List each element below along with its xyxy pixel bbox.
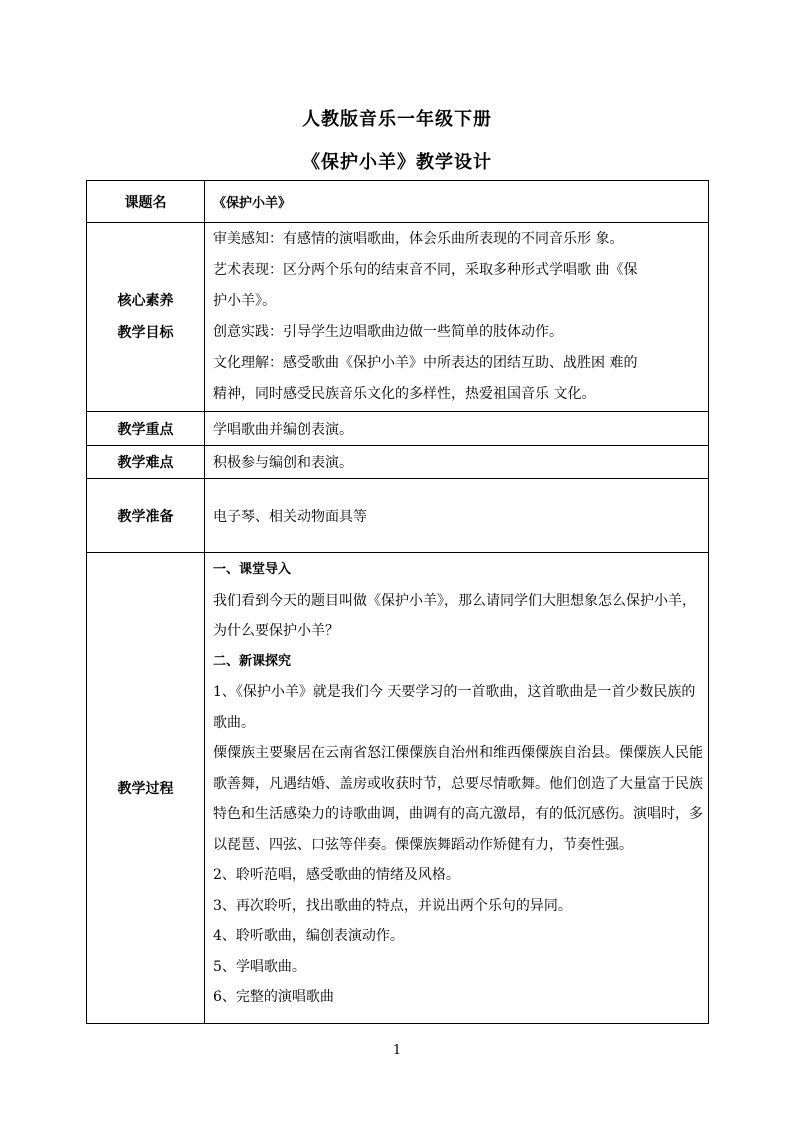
topic-label: 课题名: [87, 181, 205, 223]
objective-line: 审美感知：有感情的演唱歌曲，体会乐曲所表现的不同音乐形 象。: [213, 231, 624, 247]
process-line: 2、聆听范唱，感受歌曲的情绪及风格。: [213, 867, 460, 883]
process-line: 歌曲。: [213, 714, 255, 731]
process-line: 歌善舞，凡遇结婚、盖房或收获时节，总要尽情歌舞。他们创造了大量富于民族: [213, 775, 703, 792]
objective-line: 护小羊》。: [213, 293, 276, 309]
table-row-process: [87, 553, 709, 1024]
document-title: 人教版音乐一年级下册: [302, 109, 492, 130]
table-row-key-points: [87, 412, 709, 446]
process-line: 以琵琶、四弦、口弦等伴奏。傈僳族舞蹈动作矫健有力，节奏性强。: [213, 836, 633, 853]
objectives-label: [87, 223, 205, 412]
objective-line: 精神，同时感受民族音乐文化的多样性，热爱祖国音乐 文化。: [213, 386, 596, 402]
process-line: 二、新课探究: [213, 653, 292, 669]
process-line: 我们看到今天的题目叫做《保护小羊》，那么请同学们大胆想象怎么保护小羊，: [213, 592, 696, 609]
objective-line: 文化理解：感受歌曲《保护小羊》中所表达的团结互助、战胜困 难的: [213, 355, 638, 371]
process-content: [205, 553, 709, 1024]
objective-line: 创意实践：引导学生边唱歌曲边做一些简单的肢体动作。: [213, 324, 563, 340]
process-line: 3、再次聆听，找出歌曲的特点，并说出两个乐句的异同。: [213, 897, 572, 914]
process-line: 特色和生活感染力的诗歌曲调，曲调有的高亢激昂，有的低沉感伤。演唱时，多: [213, 806, 703, 822]
page-number: 1: [392, 1043, 402, 1058]
objectives-label-line-2: 教学目标: [117, 325, 174, 341]
key-points-label: 教学重点: [87, 412, 205, 446]
process-label: 教学过程: [87, 553, 205, 1024]
difficulties-label: 教学难点: [87, 446, 205, 479]
table-row-difficulties: [87, 446, 709, 479]
process-line: 傈僳族主要聚居在云南省怒江傈僳族自治州和维西傈僳族自治县。傈僳族人民能: [213, 745, 703, 761]
preparation-label: 教学准备: [87, 479, 205, 553]
objectives-label-line-1: 核心素养: [117, 293, 174, 309]
process-line: 为什么要保护小羊？: [213, 623, 339, 639]
table-row-preparation: [87, 479, 709, 553]
objective-line: 艺术表现：区分两个乐句的结束音不同，采取多种形式学唱歌 曲《保: [213, 262, 638, 278]
process-line: 1、《保护小羊》就是我们今 天要学习的一首歌曲，这首歌曲是一首少数民族的: [213, 684, 696, 700]
process-line: 5、学唱歌曲。: [213, 958, 306, 975]
process-line: 一、课堂导入: [213, 562, 292, 577]
difficulties-value: 积极参与编创和表演。: [205, 446, 709, 479]
preparation-value: 电子琴、相关动物面具等: [205, 479, 709, 553]
key-points-value: 学唱歌曲并编创表演。: [205, 412, 709, 446]
process-line: 4、聆听歌曲，编创表演动作。: [213, 928, 404, 944]
objectives-content: [205, 223, 709, 412]
lesson-plan-table: [86, 180, 709, 1024]
table-row-topic: [87, 181, 709, 223]
process-line: 6、完整的演唱歌曲: [213, 989, 334, 1005]
topic-value: 《保护小羊》: [205, 181, 709, 223]
table-row-objectives: [87, 223, 709, 412]
document-subtitle: 《保护小羊》教学设计: [302, 152, 492, 173]
